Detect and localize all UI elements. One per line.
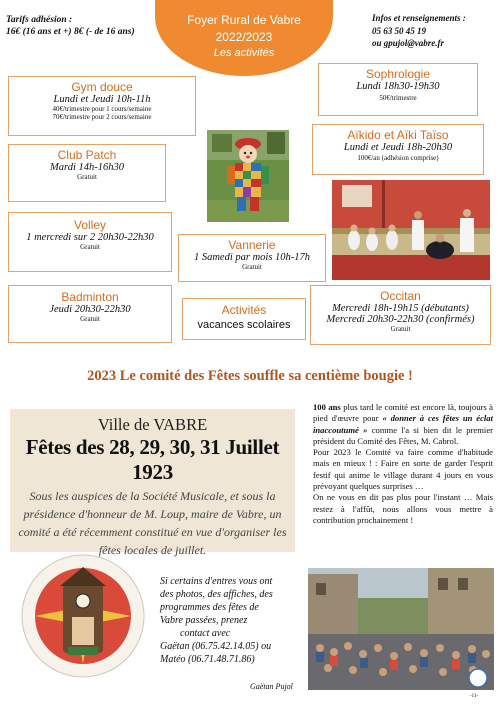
activity-vacances bbox=[182, 298, 306, 340]
activity-price: 70€/trimestre pour 2 cours/semaine bbox=[52, 113, 152, 121]
activity-price: 40€/trimestre pour 1 cours/semaine bbox=[52, 105, 152, 113]
activity-title: Activités bbox=[221, 303, 267, 317]
activity-schedule: Lundi et Jeudi 18h-20h30 bbox=[343, 142, 453, 153]
activity-schedule: Lundi et Jeudi 10h-11h bbox=[53, 94, 151, 105]
activity-title: Sophrologie bbox=[365, 67, 431, 81]
activity-schedule: 1 Samedi par mois 10h-17h bbox=[193, 252, 311, 263]
activity-price: Gratuit bbox=[80, 243, 100, 251]
header-banner bbox=[155, 0, 333, 76]
activity-title: Aïkido et Aïki Taïso bbox=[347, 128, 449, 142]
activity-title: Badminton bbox=[61, 290, 119, 304]
contact-line: des photos, des affiches, des bbox=[160, 589, 273, 600]
patchwork-figure-photo bbox=[207, 130, 289, 222]
activity-occitan bbox=[310, 285, 491, 345]
tarifs-prices: 16€ (16 ans et +) 8€ (- de 16 ans) bbox=[6, 27, 135, 37]
activity-volley bbox=[8, 212, 172, 272]
activity-badminton bbox=[8, 285, 172, 343]
poster-1923 bbox=[10, 409, 295, 557]
tarifs-title: Tarifs adhésion : bbox=[6, 15, 73, 25]
contact-line: Vabre passées, prenez bbox=[160, 615, 248, 626]
activity-subtitle: vacances scolaires bbox=[197, 319, 291, 331]
article-body bbox=[313, 402, 493, 526]
activity-price: 100€/an (adhésion comprise) bbox=[357, 154, 439, 162]
activity-price: Gratuit bbox=[77, 173, 97, 181]
page-number: -11- bbox=[470, 694, 479, 699]
article-highlight: 100 ans bbox=[313, 402, 341, 412]
activity-aikido bbox=[312, 124, 484, 175]
activity-schedule: Lundi 18h30-19h30 bbox=[356, 81, 440, 92]
activity-title: Gym douce bbox=[71, 80, 133, 94]
article-text: comme l'a si bien dit le premier président du Comité des Fêtes, M. Cabrol. bbox=[313, 424, 493, 446]
poster-text: Sous les auspices de la Société Musicale, et sous la présidence d'honneur de M. Loup, maire de Vabre, un comité a été récemment constitué en vue d'organiser les fêtes locales de juillet. bbox=[18, 489, 287, 557]
activity-schedule: Mercredi 18h-19h15 (débutants) bbox=[332, 303, 469, 314]
contact-line: contact avec bbox=[180, 628, 231, 639]
activity-title: Vannerie bbox=[228, 238, 276, 252]
activity-schedule: Jeudi 20h30-22h30 bbox=[49, 304, 131, 315]
author-signature: Gaëtan Pujol bbox=[250, 682, 293, 691]
contact-line: Gaëtan (06.75.42.14.05) ou bbox=[160, 641, 272, 652]
poster-town: Ville de VABRE bbox=[97, 415, 208, 434]
activity-gym-douce bbox=[8, 76, 196, 136]
activity-schedule: Mercredi 20h30-22h30 (confirmés) bbox=[326, 314, 475, 325]
contact-block bbox=[160, 575, 302, 666]
contact-line: Si certains d'entres vous ont bbox=[160, 576, 273, 587]
org-name: Foyer Rural de Vabre bbox=[187, 13, 301, 27]
village-festival-photo bbox=[308, 568, 494, 690]
activity-title: Volley bbox=[73, 218, 107, 232]
season: 2022/2023 bbox=[215, 30, 273, 44]
infos-email: ou gpujol@vabre.fr bbox=[372, 38, 444, 48]
header-subtitle: Les activités bbox=[213, 47, 275, 59]
activity-title: Club Patch bbox=[57, 148, 117, 162]
article-paragraph: On ne vous en dit pas plus pour l'instant … Mais restez à l'affût, nous allons vous mettre à contribution prochainement ! bbox=[313, 492, 493, 525]
activity-price: 50€/trimestre bbox=[379, 94, 417, 102]
article-quote: « donner à ces fêtes un éclat inaccoutumé » bbox=[313, 413, 493, 435]
activity-price: Gratuit bbox=[242, 263, 262, 271]
tarifs-block bbox=[6, 14, 135, 38]
contact-line: programmes des fêtes de bbox=[160, 602, 259, 613]
aikido-dojo-photo bbox=[332, 180, 490, 280]
festival-emblem bbox=[20, 553, 146, 679]
activity-price: Gratuit bbox=[80, 315, 100, 323]
activity-sophrologie bbox=[318, 63, 478, 116]
activity-schedule: 1 mercredi sur 2 20h30-22h30 bbox=[26, 232, 154, 243]
contact-line: Matéo (06.71.48.71.86) bbox=[160, 654, 255, 665]
article-text: plus tard le comité est encore là, toujours à pied d'œuvre pour bbox=[313, 402, 493, 424]
activity-schedule: Mardi 14h-16h30 bbox=[50, 162, 124, 173]
activity-club-patch bbox=[8, 144, 166, 202]
infos-block bbox=[372, 12, 466, 50]
infos-title: Infos et renseignements : bbox=[372, 13, 466, 23]
activity-title: Occitan bbox=[380, 289, 421, 303]
infos-phone: 05 63 50 45 19 bbox=[372, 25, 426, 36]
article-headline: 2023 Le comité des Fêtes souffle sa centième bougie ! bbox=[87, 368, 413, 384]
poster-dates: Fêtes des 28, 29, 30, 31 Juillet 1923 bbox=[25, 435, 280, 484]
article-paragraph bbox=[313, 402, 493, 447]
activity-vannerie bbox=[178, 234, 326, 282]
article-paragraph: Pour 2023 le Comité va faire comme d'habitude mais en mieux ! : Faire en sorte de garder l'esprit festif qui anime le village durant 4 jours en vous prévoyant quelques surprises … bbox=[313, 447, 493, 492]
activity-price: Gratuit bbox=[390, 325, 411, 333]
